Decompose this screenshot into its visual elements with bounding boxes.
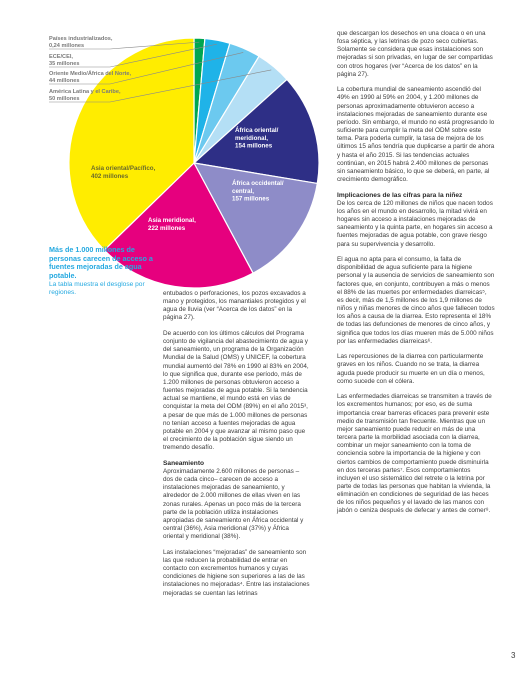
pie-label-oriente-medio-africa-del-norte: Oriente Medio/África del Norte, 44 millones xyxy=(49,71,132,84)
pie-label-asia-meridional: Asia meridional, 222 millones xyxy=(148,217,196,232)
caption-title: Más de 1.000 millones de personas carecen de acceso a fuentes mejoradas de agua potable. xyxy=(49,245,153,280)
middle-column xyxy=(163,290,311,605)
paragraph: Las enfermedades diarreicas se transmiten a través de los excrementos humanos; por eso, es de suma importancia crear barreras eficaces para prevenir este medio de transmisión tan frecuente. Mientras que un mejor saneamiento puede reducir en más de una tercera parte la morbilidad asociada con la diarrea, combinar un mejor saneamiento con la toma de conciencia sobre la importancia de la higiene y con ciertos cambios de comportamiento puede disminuirla en dos terceras partes⁷. Esos comportamientos incluyen el uso sistemático del retrete o la letrina por parte de todas las personas que habitan la vivienda, la eliminación en condiciones de seguridad de las heces de los niños pequeños y el lavado de las manos con jabón o ceniza después de defecar y antes de comer⁸. xyxy=(337,393,492,515)
page-number: 3 xyxy=(511,651,516,660)
paragraph: De acuerdo con los últimos cálculos del Programa conjunto de vigilancia del abastecimiento de agua y del saneamiento, un programa de la Organización Mundial de la Salud (OMS) y UNICEF, la cobertura mundial aumentó del 78% en 1990 al 83% en 2004, lo que significa que, durante ese período, más de 1.200 millones de personas obtuvieron acceso a fuentes mejoradas de agua potable. Si la tendencia actual se mantiene, el mundo está en vías de conquistar la meta del ODM (89%) en el año 2015³, a pesar de que más de 1.000 millones de personas no tenían acceso a fuentes mejoradas de agua potable en 2004 y que avanzar al mismo paso que el crecimiento de la población sigue siendo un tremendo desafío. xyxy=(163,330,309,452)
section-heading-ninez: Implicaciones de las cifras para la niñez xyxy=(337,191,463,199)
caption-note: La tabla muestra el desglose por regiones. xyxy=(49,281,145,297)
chart-caption xyxy=(49,246,157,297)
pie-label-africa-oriental-meridional: África oriental/ meridional, 154 millones xyxy=(235,127,279,150)
paragraph: entubados o perforaciones, los pozos excavados a mano y protegidos, los manantiales protegidos y el agua de lluvia (ver “Acerca de los datos” en la página 27). xyxy=(163,290,306,322)
paragraph: Las repercusiones de la diarrea con particularmente graves en los niños. Cuando no se trata, la diarrea aguda puede producir su muerte en un día o menos, como sucede con el cólera. xyxy=(337,353,485,385)
section-heading-saneamiento: Saneamiento xyxy=(163,459,205,467)
pie-label-america-latina-y-el-caribe: América Latina y el Caribe, 50 millones xyxy=(49,89,121,102)
paragraph: Aproximadamente 2.600 millones de personas – dos de cada cinco– carecen de acceso a instalaciones mejoradas de saneamiento, y alrededor de 2.000 millones de ellas viven en las zonas rurales. Apenas un poco más de la tercera parte de la población utiliza instalaciones apropiadas de saneamiento en África occidental y central (36%), Asia meridional (37%) y África oriental y meridional (38%). xyxy=(163,467,304,541)
paragraph: De los cerca de 120 millones de niños que nacen todos los años en el mundo en desarrollo, la mitad vivirá en hogares sin acceso a instalaciones mejoradas de saneamiento y la quinta parte, en hogares sin acceso a fuentes mejoradas de agua potable, con grave riesgo para su supervivencia y desarrollo. xyxy=(337,199,493,248)
paragraph: Las instalaciones “mejoradas” de saneamiento son las que reducen la probabilidad de entrar en contacto con excrementos humanos y cuyas condiciones de higiene son superiores a las de las instalaciones no mejoradas⁴. Entre las instalaciones mejoradas se cuentan las letrinas xyxy=(163,548,310,597)
pie-label-ece-cei: ECE/CEI, 35 millones xyxy=(49,54,80,67)
pie-label-asia-oriental-pacifico: Asia oriental/Pacífico, 402 millones xyxy=(91,165,156,180)
paragraph: El agua no apta para el consumo, la falta de disponibilidad de agua suficiente para la higiene personal y la ausencia de servicios de saneamiento son factores que, en conjunto, contribuyen a más o menos el 88% de las muertes por enfermedades diarreicas⁵, es decir, más de 1,5 millones de los 1,9 millones de niños y niñas menores de cinco años que fallecen todos los años a causa de la diarrea. Esto representa el 18% de todas las defunciones de menores de cinco años, y significa que todos los días mueren más de 5.000 niños por las enfermedades diarreicas⁶. xyxy=(337,256,495,345)
paragraph: La cobertura mundial de saneamiento ascendió del 49% en 1990 al 59% en 2004, y 1.200 millones de personas aproximadamente obtuvieron acceso a instalaciones mejoradas de saneamiento durante ese período. Sin embargo, el mundo no está progresando lo suficiente para cumplir la meta del ODM sobre este tema. Para poderla cumplir, la tasa de mejora de los últimos 15 años tendría que duplicarse a partir de ahora y hasta el año 2015. Si las tendencias actuales continúan, en 2015 habrá 2.400 millones de personas sin saneamiento básico, lo que se deberá, en parte, al crecimiento demográfico. xyxy=(337,86,495,184)
right-column xyxy=(337,30,495,523)
pie-label-paises-industrializados: Países industrializados, 0,24 millones xyxy=(49,36,113,49)
paragraph: que descargan los desechos en una cloaca o en una fosa séptica, y las letrinas de pozo seco cubiertas. Solamente se considera que esas instalaciones son mejoradas si son privadas, en lugar de ser compartidas con otros hogares (ver “Acerca de los datos” en la página 27). xyxy=(337,30,493,78)
pie-label-africa-occidental-central: África occidental/ central, 157 millones xyxy=(232,180,284,203)
